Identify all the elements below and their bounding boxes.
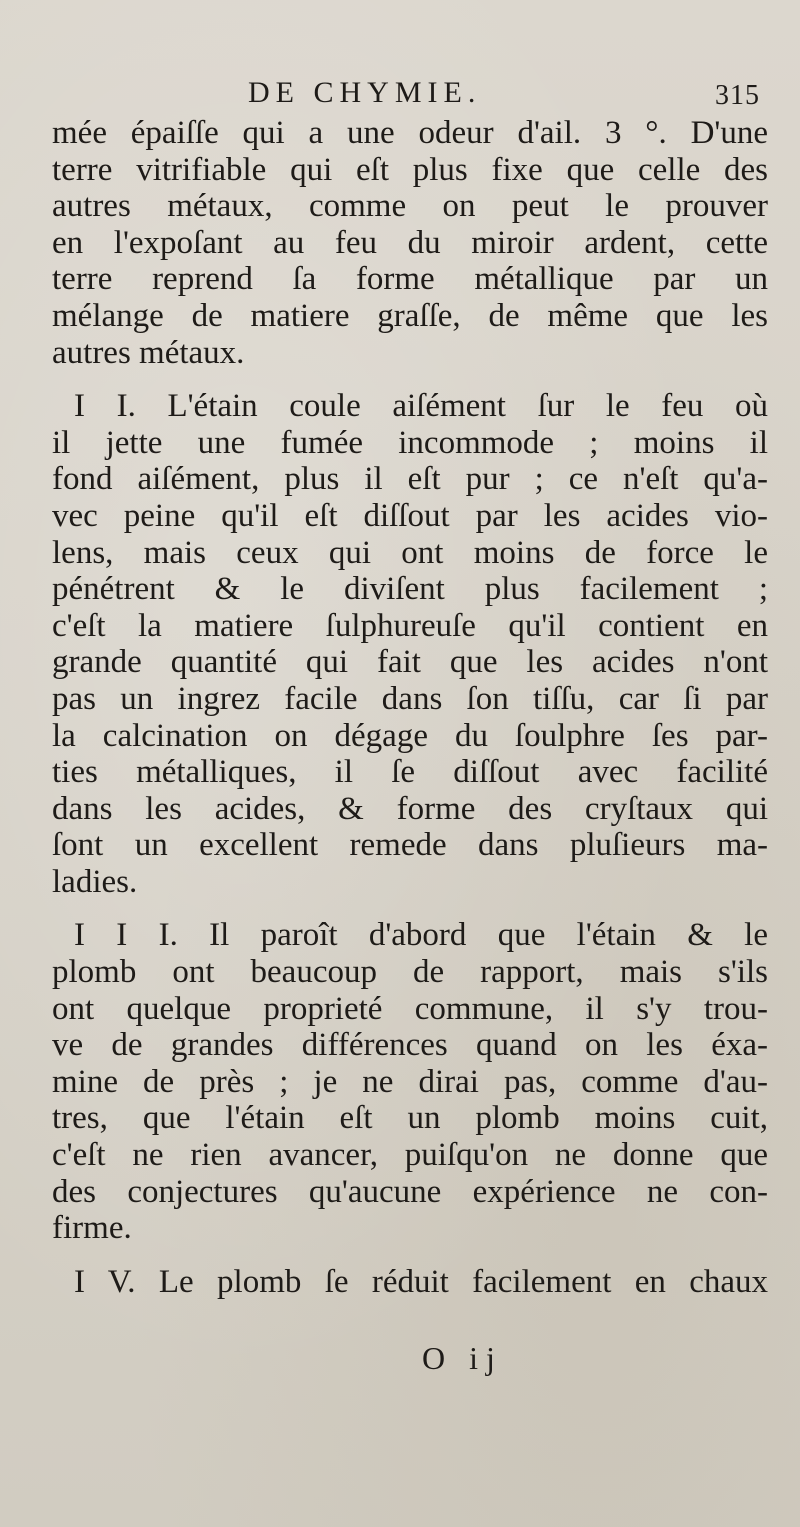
text-line: c'eſt ne rien avancer, puiſqu'on ne donne que (52, 1137, 768, 1174)
text-line: tres, que l'étain eſt un plomb moins cuit, (52, 1100, 768, 1137)
text-line: pénétrent & le diviſent plus facilement ; (52, 571, 768, 608)
page-number: 315 (715, 80, 760, 111)
running-head (48, 76, 760, 120)
text-line: mine de près ; je ne dirai pas, comme d'au- (52, 1063, 768, 1100)
text-line: terre vitrifiable qui eſt plus fixe que celle des (52, 151, 768, 188)
text-line: ont quelque proprieté commune, il s'y trou- (52, 990, 768, 1027)
text-line: mée épaiſſe qui a une odeur d'ail. 3 °. D'une (52, 115, 768, 151)
text-line: autres métaux. (52, 334, 245, 371)
running-head-title: DE CHYMIE. (248, 76, 482, 109)
text-line: grande quantité qui fait que les acides n'ont (52, 644, 768, 681)
paragraph-start-line: I I I. Il paroît d'abord que l'étain & le (74, 917, 768, 954)
text-line: firme. (52, 1210, 132, 1247)
text-line: dans les acides, & forme des cryſtaux qui (52, 790, 768, 827)
signature-mark: O ij (422, 1340, 503, 1376)
text-line: terre reprend ſa forme métallique par un (52, 261, 768, 298)
paragraph-start-line: I I. L'étain coule aiſément ſur le feu où (74, 388, 768, 425)
text-line: mélange de matiere graſſe, de même que les (52, 297, 768, 334)
text-line: vec peine qu'il eſt diſſout par les acides vio- (52, 497, 768, 534)
text-line: la calcination on dégage du ſoulphre ſes par- (52, 717, 768, 754)
text-line: ſont un excellent remede dans pluſieurs ma- (52, 827, 768, 864)
text-line: plomb ont beaucoup de rapport, mais s'ils (52, 954, 768, 991)
body-text (52, 115, 768, 1300)
text-line: des conjectures qu'aucune expérience ne con- (52, 1173, 768, 1210)
text-line: fond aiſément, plus il eſt pur ; ce n'eſt qu'a- (52, 461, 768, 498)
text-line: il jette une fumée incommode ; moins il (52, 424, 768, 461)
text-line: pas un ingrez facile dans ſon tiſſu, car ſi par (52, 680, 768, 717)
text-line: c'eſt la matiere ſulphureuſe qu'il contient en (52, 607, 768, 644)
text-line: ties métalliques, il ſe diſſout avec facilité (52, 754, 768, 791)
text-line: autres métaux, comme on peut le prouver (52, 188, 768, 225)
text-line: ve de grandes différences quand on les éxa- (52, 1027, 768, 1064)
text-line: ladies. (52, 863, 138, 900)
text-line: en l'expoſant au feu du miroir ardent, cette (52, 224, 768, 261)
text-line: lens, mais ceux qui ont moins de force le (52, 534, 768, 571)
paragraph-start-line: I V. Le plomb ſe réduit facilement en chaux (74, 1263, 768, 1300)
